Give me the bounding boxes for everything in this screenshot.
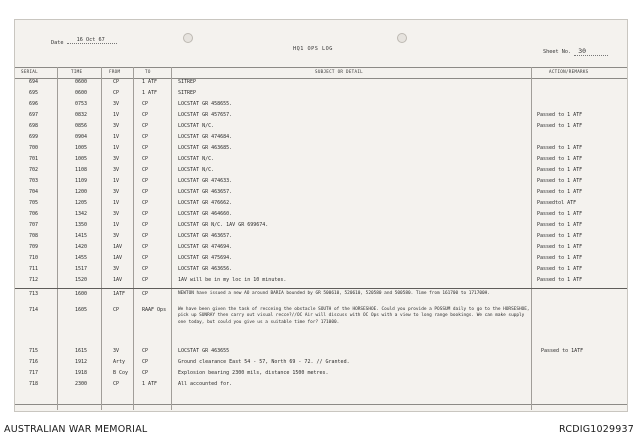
cell-action: Passed to 1 ATF (537, 167, 583, 173)
cell-to: CP (142, 189, 149, 195)
date-label: Date (51, 40, 64, 46)
cell-time: 1912 (75, 359, 88, 365)
cell-time: 1205 (75, 200, 88, 206)
cell-serial: 698 (29, 123, 39, 129)
cell-time: 1600 (75, 291, 88, 297)
cell-serial: 718 (29, 381, 39, 387)
sheet-value: 30 (578, 47, 587, 55)
cell-subject: LOCSTAT GR 474633. (178, 178, 233, 184)
cell-from: Arty (113, 359, 126, 365)
cell-action: Passed to 1 ATF (537, 156, 583, 162)
cell-from: B Coy (113, 370, 129, 376)
cell-from: 3V (113, 266, 120, 272)
table-row (15, 134, 627, 145)
cell-subject: LOCSTAT GR 463657. (178, 189, 233, 195)
cell-from: 1AV (113, 244, 123, 250)
table-row (15, 90, 627, 101)
cell-serial: 707 (29, 222, 39, 228)
table-row (15, 359, 627, 370)
table-row (15, 266, 627, 277)
cell-action: Passed to 1 ATF (537, 189, 583, 195)
table-row (15, 167, 627, 178)
cell-serial: 706 (29, 211, 39, 217)
cell-to: CP (142, 359, 149, 365)
column-header-action: ACTION/REMARKS (549, 69, 589, 74)
cell-time: 0832 (75, 112, 88, 118)
cell-subject: LOCSTAT N/C. (178, 123, 215, 129)
cell-action: Passed to 1 ATF (537, 145, 583, 151)
column-header-to: TO (145, 69, 151, 74)
cell-from: 3V (113, 123, 120, 129)
table-row (15, 255, 627, 266)
cell-action: Passed to 1 ATF (537, 244, 583, 250)
cell-serial: 701 (29, 156, 39, 162)
cell-subject: We have been given the task of recceing the obstacle SOUTH of the HORSESHOE. Could you provide a POSSUM daily to go to the HORSESHOE, pick up SUNRAY then carry out visual recce?//OC Air will discuss with OC Ops with a view to long range bookings. We can make supply one today, but could you give us a suitable time for? 171000. (178, 307, 530, 325)
cell-time: 1455 (75, 255, 88, 261)
cell-serial: 696 (29, 101, 39, 107)
cell-subject: LOCSTAT GR 476662. (178, 200, 233, 206)
cell-to: CP (142, 277, 149, 283)
cell-subject: LOCSTAT N/C. (178, 167, 215, 173)
cell-action: Passed to 1 ATF (537, 123, 583, 129)
cell-action: Passed to 1 ATF (537, 211, 583, 217)
cell-from: 3V (113, 189, 120, 195)
cell-from: 1V (113, 145, 120, 151)
cell-from: CP (113, 381, 120, 387)
cell-to: 1 ATF (142, 79, 158, 85)
sheet-number (543, 47, 608, 56)
table-row (15, 307, 627, 335)
date-field (51, 37, 117, 47)
cell-to: CP (142, 167, 149, 173)
log-table (15, 67, 627, 410)
cell-serial: 702 (29, 167, 39, 173)
cell-from: 3V (113, 348, 120, 354)
row-separator (15, 288, 627, 289)
table-row (15, 277, 627, 288)
log-title: HQ1 OPS LOG (293, 46, 333, 52)
cell-time: 0600 (75, 90, 88, 96)
cell-to: CP (142, 178, 149, 184)
cell-from: 3V (113, 167, 120, 173)
cell-action: Passedtol ATF (537, 200, 577, 206)
cell-from: 1V (113, 112, 120, 118)
cell-to: CP (142, 244, 149, 250)
cell-to: CP (142, 266, 149, 272)
table-row (15, 189, 627, 200)
cell-to: CP (142, 156, 149, 162)
date-value: 16 Oct 67 (76, 37, 105, 43)
cell-subject: Ground clearance East 54 - 57, North 69 - 72. // Granted. (178, 359, 350, 365)
table-row (15, 112, 627, 123)
cell-time: 1109 (75, 178, 88, 184)
cell-serial: 711 (29, 266, 39, 272)
cell-subject: LOCSTAT GR 474684. (178, 134, 233, 140)
cell-serial: 710 (29, 255, 39, 261)
cell-to: RAAF Ops (142, 307, 167, 313)
cell-serial: 716 (29, 359, 39, 365)
cell-time: 0856 (75, 123, 88, 129)
cell-serial: 709 (29, 244, 39, 250)
cell-to: CP (142, 291, 149, 297)
cell-from: 1V (113, 134, 120, 140)
table-row (15, 123, 627, 134)
cell-action: Passed to 1 ATF (537, 277, 583, 283)
punch-hole-left (183, 33, 193, 43)
cell-from: CP (113, 79, 120, 85)
cell-subject: LOCSTAT GR 463657. (178, 233, 233, 239)
table-row (15, 381, 627, 392)
cell-subject: 1AV will be in my loc in 10 minutes. (178, 277, 287, 283)
cell-serial: 699 (29, 134, 39, 140)
cell-to: CP (142, 222, 149, 228)
cell-subject: SITREP (178, 79, 197, 85)
cell-subject: NEWTON have issued a new AO around BARIA bounded by GR 500610, 520610, 520580 and 500580. Time from 161700 to 171700H. (178, 291, 490, 296)
cell-time: 2300 (75, 381, 88, 387)
cell-subject: SITREP (178, 90, 197, 96)
cell-subject: LOCSTAT GR 458655. (178, 101, 233, 107)
cell-to: CP (142, 101, 149, 107)
cell-time: 1615 (75, 348, 88, 354)
cell-subject: LOCSTAT GR 464660. (178, 211, 233, 217)
cell-to: CP (142, 112, 149, 118)
table-bottom-rule (15, 404, 627, 405)
cell-subject: LOCSTAT GR 463685. (178, 145, 233, 151)
cell-from: CP (113, 307, 120, 313)
cell-subject: LOCSTAT GR 463655 (178, 348, 230, 354)
cell-from: 3V (113, 156, 120, 162)
table-row (15, 200, 627, 211)
table-row (15, 370, 627, 381)
cell-time: 1520 (75, 277, 88, 283)
cell-from: 1V (113, 200, 120, 206)
cell-time: 1420 (75, 244, 88, 250)
table-row (15, 211, 627, 222)
cell-subject: LOCSTAT GR 474694. (178, 244, 233, 250)
cell-from: 3V (113, 101, 120, 107)
cell-action: Passed to 1 ATF (537, 233, 583, 239)
cell-to: CP (142, 348, 149, 354)
cell-from: CP (113, 90, 120, 96)
cell-to: 1 ATF (142, 381, 158, 387)
cell-to: 1 ATF (142, 90, 158, 96)
cell-to: CP (142, 145, 149, 151)
cell-subject: LOCSTAT N/C. (178, 156, 215, 162)
cell-action: Passed to 1 ATF (537, 178, 583, 184)
cell-to: CP (142, 370, 149, 376)
punch-hole-right (397, 33, 407, 43)
cell-action: Passed to 1 ATF (537, 112, 583, 118)
cell-time: 1342 (75, 211, 88, 217)
cell-from: 1AV (113, 277, 123, 283)
cell-serial: 712 (29, 277, 39, 283)
cell-from: 1ATF (113, 291, 126, 297)
cell-time: 1005 (75, 156, 88, 162)
column-header-time: TIME (71, 69, 83, 74)
cell-subject: All accounted for. (178, 381, 233, 387)
sheet-label: Sheet No. (543, 49, 572, 55)
cell-subject: LOCSTAT GR 475694. (178, 255, 233, 261)
table-row (15, 156, 627, 167)
footer-record-id: RCDIG1029937 (559, 424, 634, 435)
table-top-rule (15, 67, 627, 68)
cell-from: 1AV (113, 255, 123, 261)
cell-serial: 717 (29, 370, 39, 376)
cell-serial: 713 (29, 291, 39, 297)
log-sheet (14, 19, 628, 412)
cell-time: 0753 (75, 101, 88, 107)
cell-serial: 714 (29, 307, 39, 313)
cell-time: 0904 (75, 134, 88, 140)
table-row (15, 145, 627, 156)
cell-serial: 708 (29, 233, 39, 239)
column-header-subject: SUBJECT OR DETAIL (315, 69, 363, 74)
cell-subject: LOCSTAT GR N/C. 1AV GR 699674. (178, 222, 269, 228)
cell-serial: 703 (29, 178, 39, 184)
cell-action: Passed to 1 ATF (537, 222, 583, 228)
cell-time: 1200 (75, 189, 88, 195)
cell-time: 1517 (75, 266, 88, 272)
cell-serial: 704 (29, 189, 39, 195)
table-row (15, 233, 627, 244)
cell-action: Passed to 1 ATF (537, 255, 583, 261)
footer-institution: AUSTRALIAN WAR MEMORIAL (4, 424, 148, 435)
cell-to: CP (142, 123, 149, 129)
table-row (15, 244, 627, 255)
cell-time: 1605 (75, 307, 88, 313)
table-row (15, 222, 627, 233)
cell-time: 1918 (75, 370, 88, 376)
cell-to: CP (142, 200, 149, 206)
cell-subject: Explosion bearing 2300 mils, distance 1500 metres. (178, 370, 329, 376)
cell-from: 3V (113, 233, 120, 239)
cell-serial: 695 (29, 90, 39, 96)
cell-serial: 697 (29, 112, 39, 118)
cell-to: CP (142, 233, 149, 239)
cell-serial: 715 (29, 348, 39, 354)
cell-time: 1108 (75, 167, 88, 173)
cell-subject: LOCSTAT GR 457657. (178, 112, 233, 118)
cell-to: CP (142, 255, 149, 261)
cell-time: 1415 (75, 233, 88, 239)
table-row (15, 348, 627, 359)
cell-serial: 700 (29, 145, 39, 151)
cell-action: Passed to 1ATF (541, 348, 584, 354)
column-header-from: FROM (109, 69, 121, 74)
cell-from: 1V (113, 178, 120, 184)
cell-serial: 705 (29, 200, 39, 206)
cell-time: 0600 (75, 79, 88, 85)
table-row (15, 79, 627, 90)
table-row (15, 101, 627, 112)
cell-serial: 694 (29, 79, 39, 85)
table-row (15, 178, 627, 189)
column-header-serial: SERIAL (21, 69, 38, 74)
cell-from: 1V (113, 222, 120, 228)
cell-subject: LOCSTAT GR 463656. (178, 266, 233, 272)
table-row (15, 291, 627, 305)
cell-action: Passed to 1 ATF (537, 266, 583, 272)
cell-time: 1005 (75, 145, 88, 151)
cell-time: 1350 (75, 222, 88, 228)
cell-to: CP (142, 211, 149, 217)
cell-from: 3V (113, 211, 120, 217)
cell-to: CP (142, 134, 149, 140)
